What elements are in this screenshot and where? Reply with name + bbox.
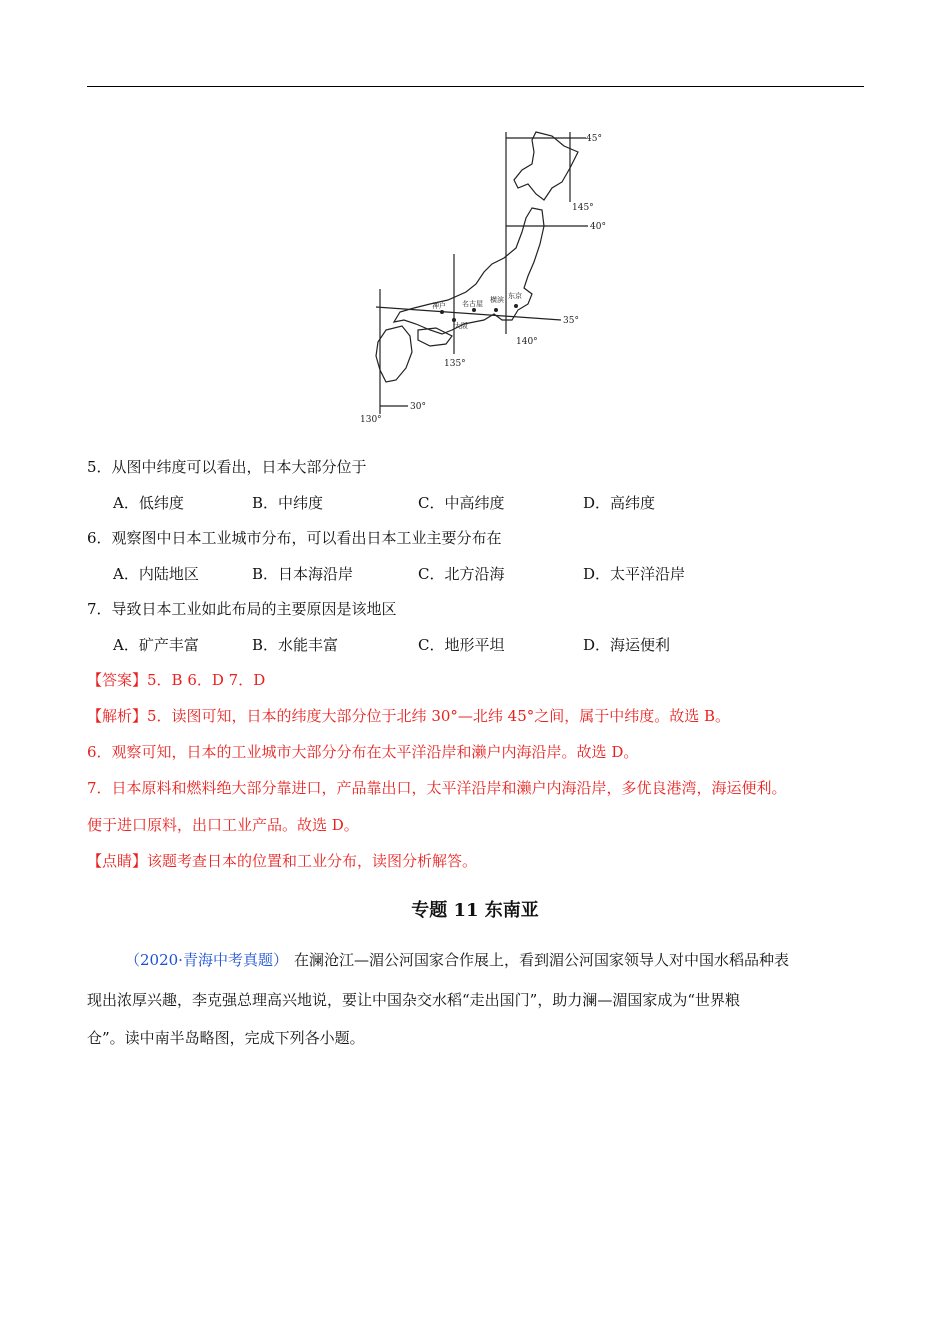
analysis-line-2: 6．观察可知，日本的工业城市大部分分布在太平洋沿岸和濑户内海沿岸。故选 D。	[87, 743, 639, 761]
hokkaido-outline	[514, 132, 578, 200]
intro-source: （2020·青海中考真题）	[125, 951, 288, 969]
intro-line-3: 仓”。读中南半岛略图，完成下列各小题。	[87, 1029, 365, 1047]
label-lon-130: 130°	[360, 415, 382, 425]
answer-line: 【答案】5．B 6．D 7．D	[87, 671, 266, 689]
q6-option-d: D．太平洋沿岸	[583, 565, 686, 583]
intro-line-1	[87, 950, 902, 970]
q6-option-c: C．北方沿海	[418, 565, 505, 583]
q7-option-c: C．地形平坦	[418, 636, 505, 654]
honshu-outline	[394, 208, 544, 334]
header-rule	[87, 86, 864, 87]
label-lon-135: 135°	[444, 359, 466, 369]
parallel-35	[376, 307, 561, 320]
shikoku-outline	[418, 328, 452, 346]
q7-option-a: A．矿产丰富	[113, 636, 199, 654]
q6-option-b: B．日本海沿岸	[252, 565, 354, 583]
city-osaka: 大阪	[454, 322, 468, 330]
section-title: 专题 11 东南亚	[411, 900, 539, 921]
city-tokyo: 东京	[508, 292, 522, 300]
intro-text-1: 在澜沧江—湄公河国家合作展上，看到湄公河国家领导人对中国水稻品种表	[293, 951, 789, 969]
q5-option-b: B．中纬度	[252, 494, 324, 512]
q5-option-a: A．低纬度	[113, 494, 184, 512]
intro-line-2: 现出浓厚兴趣，李克强总理高兴地说，要让中国杂交水稻“走出国门”，助力澜—湄国家成为“世界粮	[87, 991, 741, 1009]
label-lon-140: 140°	[516, 337, 538, 347]
label-lat-35: 35°	[563, 316, 579, 326]
kyushu-outline	[376, 326, 412, 382]
analysis-line-4: 便于进口原料，出口工业产品。故选 D。	[87, 816, 359, 834]
city-nagoya: 名古屋	[462, 300, 483, 308]
q7-option-b: B．水能丰富	[252, 636, 339, 654]
q5-option-c: C．中高纬度	[418, 494, 505, 512]
label-lat-30: 30°	[410, 402, 426, 412]
question-5-stem: 5．从图中纬度可以看出，日本大部分位于	[87, 458, 367, 476]
city-yokohama: 横滨	[490, 296, 504, 304]
comment-line: 【点睛】该题考查日本的位置和工业分布，读图分析解答。	[87, 852, 478, 870]
q7-option-d: D．海运便利	[583, 636, 671, 654]
q5-option-d: D．高纬度	[583, 494, 656, 512]
question-7-stem: 7．导致日本工业如此布局的主要原因是该地区	[87, 600, 397, 618]
question-6-stem: 6．观察图中日本工业城市分布，可以看出日本工业主要分布在	[87, 529, 502, 547]
analysis-line-3: 7．日本原料和燃料绝大部分靠进口，产品靠出口，太平洋沿岸和濑户内海沿岸，多优良港湾，海运便利。	[87, 779, 787, 797]
analysis-line-1: 【解析】5．读图可知，日本的纬度大部分位于北纬 30°—北纬 45°之间，属于中纬度。故选 B。	[87, 707, 731, 725]
label-lat-45: 45°	[586, 134, 602, 144]
q6-option-a: A．内陆地区	[113, 565, 199, 583]
label-lat-40: 40°	[590, 222, 606, 232]
label-lon-145: 145°	[572, 203, 594, 213]
japan-map	[356, 124, 606, 428]
city-kobe: 神户	[432, 302, 446, 310]
